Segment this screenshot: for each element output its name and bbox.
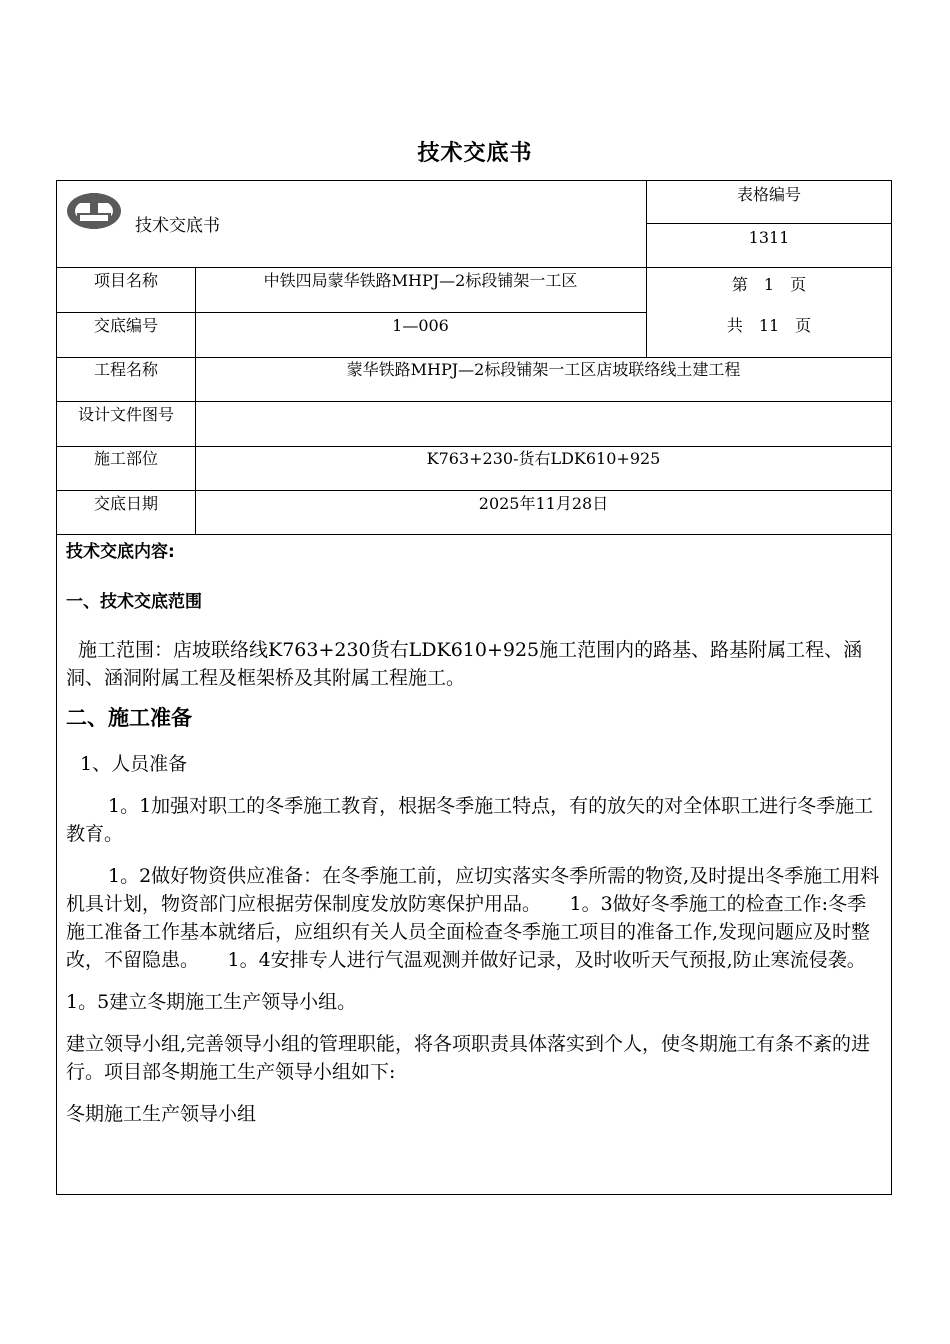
paragraph: 1。5建立冬期施工生产领导小组。	[66, 991, 357, 1013]
section-1-text: 施工范围：店坡联络线K763+230货右LDK610+925施工范围内的路基、路基附属工程、涵洞、涵洞附属工程及框架桥及其附属工程施工。	[66, 639, 863, 689]
paragraph: 1。2做好物资供应准备：在冬季施工前，应切实落实冬季所需的物资,及时提出冬季施工用料机具计划，物资部门应根据劳保制度发放防寒保护用品。 1。3做好冬季施工的检查工作:冬季施工准备工作基本就绪后，应组织有关人员全面检查冬季施工项目的准备工作,发现问题应及时整改，不留隐患。 1。4安排专人进行气温观测并做好记录，及时收听天气预报,防止寒流侵袭。	[66, 865, 880, 971]
paragraph: 1。1加强对职工的冬季施工教育，根据冬季施工特点，有的放矢的对全体职工进行冬季施工教育。	[66, 795, 874, 845]
field-label: 施工部位	[93, 449, 158, 468]
field-label: 交底编号	[93, 316, 158, 335]
form-number-label: 表格编号	[736, 185, 801, 204]
crec-logo-icon	[65, 191, 123, 231]
form-number: 1311	[748, 228, 790, 247]
page-current: 第 1 页	[731, 275, 807, 294]
disclosure-content	[66, 538, 884, 1128]
disclosure-date: 2025年11月28日	[478, 494, 609, 513]
paragraph: 建立领导小组,完善领导小组的管理职能，将各项职责具体落实到个人，使冬期施工有条不紊的进行。项目部冬期施工生产领导小组如下:	[66, 1033, 871, 1083]
paragraph: 冬期施工生产领导小组	[66, 1103, 257, 1125]
construction-location: K763+230-货右LDK610+925	[426, 449, 661, 468]
disclosure-number: 1—006	[392, 316, 449, 335]
document-title: 技术交底书	[417, 141, 533, 166]
engineering-name: 蒙华铁路MHPJ—2标段铺架一工区店坡联络线土建工程	[346, 360, 741, 379]
header-doc-label: 技术交底书	[135, 216, 220, 236]
field-label: 项目名称	[93, 271, 158, 290]
page-total: 共 11 页	[726, 316, 812, 335]
field-label: 交底日期	[93, 494, 158, 513]
project-name: 中铁四局蒙华铁路MHPJ—2标段铺架一工区	[263, 271, 578, 290]
content-heading: 技术交底内容:	[66, 542, 175, 562]
subsection-title: 1、人员准备	[80, 753, 188, 775]
section-2-title: 二、施工准备	[66, 706, 192, 730]
section-1-title: 一、技术交底范围	[66, 592, 202, 612]
field-label: 工程名称	[93, 360, 158, 379]
field-label: 设计文件图号	[77, 405, 174, 424]
